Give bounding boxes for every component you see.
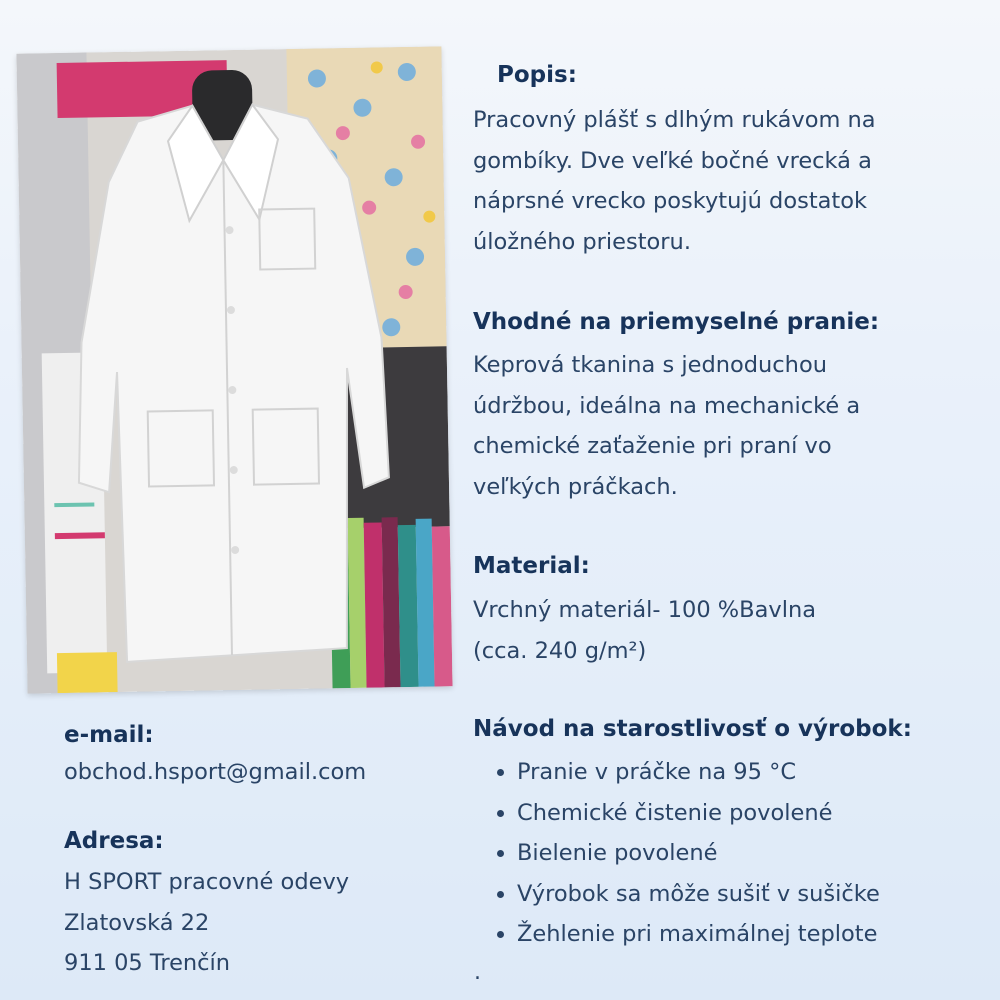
address-line: H SPORT pracovné odevy (64, 869, 350, 895)
description-line: úložného priestoru. (473, 228, 691, 255)
industrial-wash-line: Keprová tkanina s jednoduchou (473, 352, 827, 378)
description-heading: Popis: (497, 62, 577, 88)
care-instructions-list (473, 752, 1000, 955)
material-line: (cca. 240 g/m²) (473, 637, 647, 664)
address-line: 911 05 Trenčín (64, 950, 231, 976)
care-item: • Bielenie povolené (517, 833, 1000, 874)
care-item: • Pranie v práčke na 95 °C (517, 752, 1000, 793)
material-line: Vrchný materiál- 100 %Bavlna (473, 597, 817, 623)
industrial-wash-line: údržbou, ideálna na mechanické a (473, 392, 861, 419)
address-block (64, 862, 464, 984)
care-item: • Výrobok sa môže sušiť v sušičke (517, 874, 1000, 915)
description-line: Pracovný plášť s dlhým rukávom na (473, 107, 876, 133)
material-heading: Material: (473, 553, 590, 579)
industrial-wash-line: chemické zaťaženie pri praní vo (473, 433, 832, 459)
industrial-wash-heading: Vhodné na priemyselné pranie: (473, 309, 880, 335)
email-address: obchod.hsport@gmail.com (64, 759, 367, 785)
description-line: náprsné vrecko poskytujú dostatok (473, 188, 868, 214)
industrial-wash-text (473, 345, 993, 507)
product-photo (16, 46, 452, 693)
description-text (473, 100, 993, 262)
address-heading: Adresa: (64, 828, 164, 854)
description-line: gombíky. Dve veľké bočné vrecká a (473, 147, 872, 174)
trailing-dot: . (474, 960, 481, 985)
material-text (473, 590, 993, 671)
care-item: • Chemické čistenie povolené (517, 793, 1000, 834)
care-item: • Žehlenie pri maximálnej teplote (517, 914, 1000, 955)
care-instructions-heading: Návod na starostlivosť o výrobok: (473, 716, 912, 742)
email-heading: e-mail: (64, 722, 154, 748)
industrial-wash-line: veľkých práčkach. (473, 473, 678, 500)
address-line: Zlatovská 22 (64, 909, 210, 936)
